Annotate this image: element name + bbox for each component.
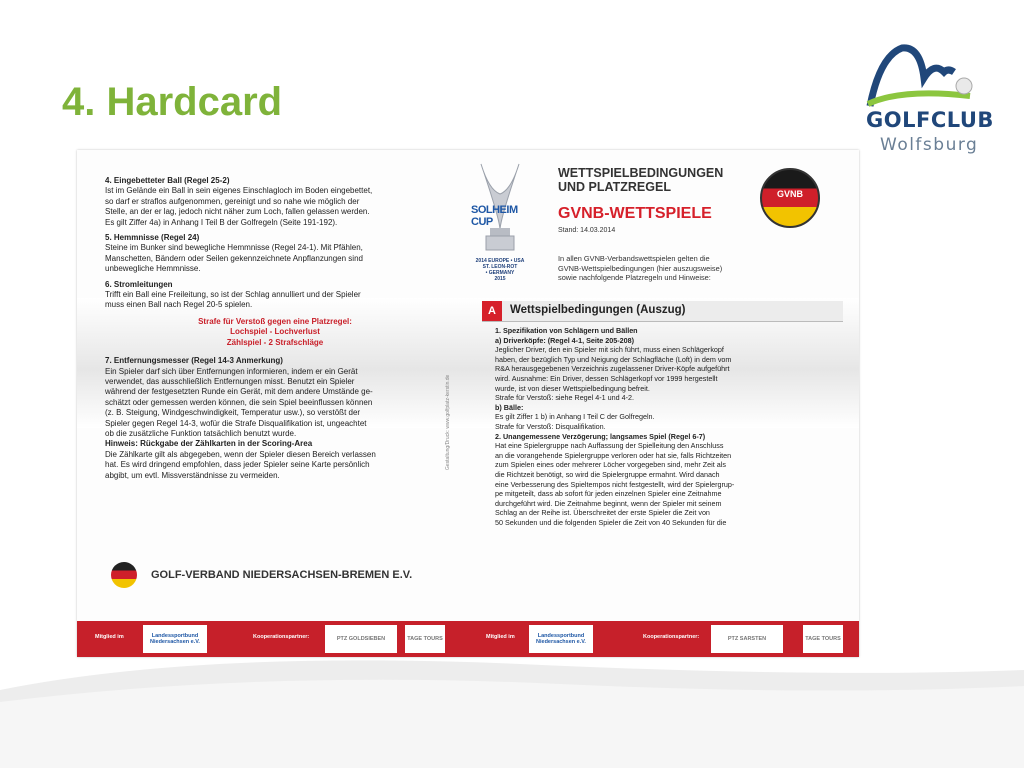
heading-line: UND PLATZREGEL <box>558 180 671 194</box>
gvnb-footer <box>111 562 431 588</box>
rule-line: wurde, ist von dieser Wettspielbedingung befreit. <box>495 383 650 393</box>
print-credit: Gestaltung/Druck: www.golfplatz-kerstin.de <box>445 374 451 470</box>
rule-title: 5. Hemmnisse (Regel 24) <box>105 233 200 243</box>
rule-title: Hinweis: Rückgabe der Zählkarten in der Scoring-Area <box>105 439 313 449</box>
card-heading <box>558 166 723 194</box>
rule-title: a) Driverköpfe: (Regel 4-1, Seite 205-208) <box>495 335 635 345</box>
penalty-note <box>105 317 445 348</box>
rule-line: an die vorangehende Spielergruppe verloren oder hat sie, falls Richtzeiten <box>495 450 732 460</box>
rule-line: Steine im Bunker sind bewegliche Hemmnisse (Regel 24-1). Mit Pfählen, <box>105 243 363 253</box>
rule-line: eine Verbesserung des Spieltempos nicht festgestellt, wird der Spielergrup- <box>495 479 735 489</box>
rule-title: 6. Stromleitungen <box>105 279 173 289</box>
member-label: Mitglied im <box>95 634 124 640</box>
rule-line: wird. Ausnahme: Ein Driver, dessen Schlägerkopf vor 1999 hergestellt <box>495 373 718 383</box>
gvnb-name: GOLF-VERBAND NIEDERSACHSEN-BREMEN E.V. <box>151 569 413 581</box>
rule-line: ob die zusätzliche Funktion tatsächlich benutzt wurde. <box>105 428 297 438</box>
partner-label: Kooperationspartner: <box>253 634 310 640</box>
section-title: Wettspielbedingungen (Auszug) <box>510 304 686 316</box>
rule-line: unbewegliche Hemmnisse. <box>105 264 201 274</box>
rule-line: während der festgesetzten Runde ein Gerät, mit dem andere Umstände ge- <box>105 387 373 397</box>
solheim-subline: ST. LEON-ROT <box>482 264 518 270</box>
solheim-subline: 2015 <box>494 276 506 282</box>
rule-line: Schlag an der Reihe ist. Überschreitet der erste Spieler die Zeit von <box>495 508 710 518</box>
solheim-cup-logo <box>471 160 525 258</box>
rule-title: 2. Unangemessene Verzögerung; langsames Spiel (Regel 6-7) <box>495 431 706 441</box>
rule-line: zum Spielen eines oder mehrerer Löcher vorgegeben sind, mehr Zeit als <box>495 460 726 470</box>
slide-title: 4. Hardcard <box>62 80 283 124</box>
solheim-subline: 2014 EUROPE • USA <box>475 258 525 264</box>
sponsor-logo: PTZ GOLDSIEBEN <box>325 625 397 653</box>
rule-title: 4. Eingebetteter Ball (Regel 25-2) <box>105 176 230 185</box>
rule-line: abgibt, um evtl. Missverständnisse zu vermeiden. <box>105 470 280 480</box>
golf-hills-icon <box>862 38 992 110</box>
partner-label: Kooperationspartner: <box>643 634 700 640</box>
rule-4 <box>105 176 445 228</box>
sponsor-bar <box>77 621 859 657</box>
rule-line: so darf er straflos aufgenommen, gereinigt und so nahe wie möglich der <box>105 196 360 206</box>
solheim-subline: • GERMANY <box>485 270 515 276</box>
rule-line: verwendet, das ausschließlich Entfernungen misst. Benutzt ein Spieler <box>105 376 355 386</box>
rule-line: Es gilt Ziffer 1 b) in Anhang I Teil C der Golfregeln. <box>495 412 655 422</box>
sponsor-logo: Landessportbund Niedersachsen e.V. <box>143 625 207 653</box>
sponsor-logo: TAGE TOURS <box>803 625 843 653</box>
rule-line: schätzt oder gemessen werden können, die sein Spiel beeinflussen können <box>105 397 373 407</box>
sponsor-logo: Landessportbund Niedersachsen e.V. <box>529 625 593 653</box>
rule-line: die Richtzeit benötigt, so wird die Spielergruppe ermahnt. Wird danach <box>495 469 720 479</box>
scoring-note <box>105 439 445 481</box>
rule-line: muss einen Ball nach Regel 20-5 spielen. <box>105 300 253 310</box>
rule-line: Trifft ein Ball eine Freileitung, so ist der Schlag annulliert und der Spieler <box>105 290 361 300</box>
intro-line: sowie nachfolgende Platzregeln und Hinweise: <box>558 273 711 283</box>
sponsor-logo: TAGE TOURS <box>405 625 445 653</box>
rule-line: haben, der bezüglich Typ und Neigung der Schlagfläche (Loft) in dem vom <box>495 354 732 364</box>
rule-5 <box>105 233 445 275</box>
penalty-line: Strafe für Verstoß gegen eine Platzregel: <box>198 316 352 326</box>
rule-title: 1. Spezifikation von Schlägern und Bällen <box>495 326 638 335</box>
rule-line: Ein Spieler darf sich über Entfernungen informieren, indem er ein Gerät <box>105 366 358 376</box>
right-rules-column <box>495 326 843 527</box>
gvnb-flag-icon <box>111 562 137 588</box>
section-letter: A <box>482 301 502 321</box>
intro-text <box>558 254 828 283</box>
rule-line: R&A herausgegebenen Verzeichnis zugelassener Driver-Köpfe aufgeführt <box>495 364 730 374</box>
solheim-subtext <box>472 258 528 282</box>
rule-line: Spieler gegen Regel 14-3, wofür die Strafe Disqualifikation ist, ungeachtet <box>105 418 367 428</box>
rule-line: Hat eine Spielergruppe nach Auffassung der Spielleitung den Anschluss <box>495 441 724 451</box>
gvnb-badge <box>760 168 820 228</box>
member-label: Mitglied im <box>486 634 515 640</box>
rule-line: pe mitgeteilt, dass ab sofort für jeden einzelnen Spieler eine Zeitnahme <box>495 489 722 499</box>
rule-line: durchgeführt wird. Die Zeitnahme beginnt, wenn der Spieler mit seinem <box>495 498 722 508</box>
rule-6 <box>105 280 445 311</box>
rule-line: Die Zählkarte gilt als abgegeben, wenn der Spieler diesen Bereich verlassen <box>105 449 376 459</box>
rule-line: hat. Es wird dringend empfohlen, dass jeder Spieler seine Karte persönlich <box>105 460 370 470</box>
hardcard-image <box>77 150 859 657</box>
intro-line: In allen GVNB-Verbandswettspielen gelten die <box>558 254 710 263</box>
sponsor-logo: PTZ SARSTEN <box>711 625 783 653</box>
rule-7 <box>105 356 445 439</box>
rule-title: b) Bälle: <box>495 402 524 412</box>
gvnb-badge-label: GVNB <box>776 189 803 199</box>
rule-line: Jeglicher Driver, den ein Spieler mit sich führt, muss einen Schlägerkopf <box>495 345 724 355</box>
rule-line: Manschetten, Bändern oder Seilen gekennzeichnete Anpflanzungen sind <box>105 253 363 263</box>
rule-line: Es gilt Ziffer 4a) in Anhang I Teil B der Golfregeln (Seite 191-192). <box>105 217 338 227</box>
heading-line: WETTSPIELBEDINGUNGEN <box>558 166 724 180</box>
rule-line: Strafe für Verstoß: siehe Regel 4-1 und 4-2. <box>495 393 635 403</box>
rule-line: Strafe für Verstoß: Disqualifikation. <box>495 421 606 431</box>
rule-line: 50 Sekunden und die folgenden Spieler die Zeit von 40 Sekunden für die <box>495 517 727 527</box>
rule-line: Ist im Gelände ein Ball in sein eigenes Einschlagloch im Boden eingebettet, <box>105 186 373 196</box>
left-rules-column <box>105 176 445 481</box>
golfclub-logo <box>862 38 992 158</box>
card-title: GVNB-WETTSPIELE <box>558 205 712 222</box>
section-a-header <box>482 301 843 322</box>
solheim-label: SOLHEIM CUP <box>471 204 518 228</box>
penalty-line: Zählspiel - 2 Strafschläge <box>226 337 324 347</box>
logo-brand: GOLFCLUB <box>866 108 994 132</box>
penalty-line: Lochspiel - Lochverlust <box>230 327 320 337</box>
intro-line: GVNB-Wettspielbedingungen (hier auszugsweise) <box>558 263 723 273</box>
rule-title: 7. Entfernungsmesser (Regel 14-3 Anmerkung) <box>105 356 283 366</box>
card-date: Stand: 14.03.2014 <box>558 227 616 234</box>
rule-line: Stelle, an der er lag, jedoch nicht näher zum Loch, fallen gelassen werden. <box>105 207 370 217</box>
logo-subtitle: Wolfsburg <box>880 135 979 155</box>
bottom-wave-decoration <box>0 640 1024 768</box>
rule-line: (z. B. Steigung, Windgeschwindigkeit, Temperatur usw.), so verstößt der <box>105 408 361 418</box>
